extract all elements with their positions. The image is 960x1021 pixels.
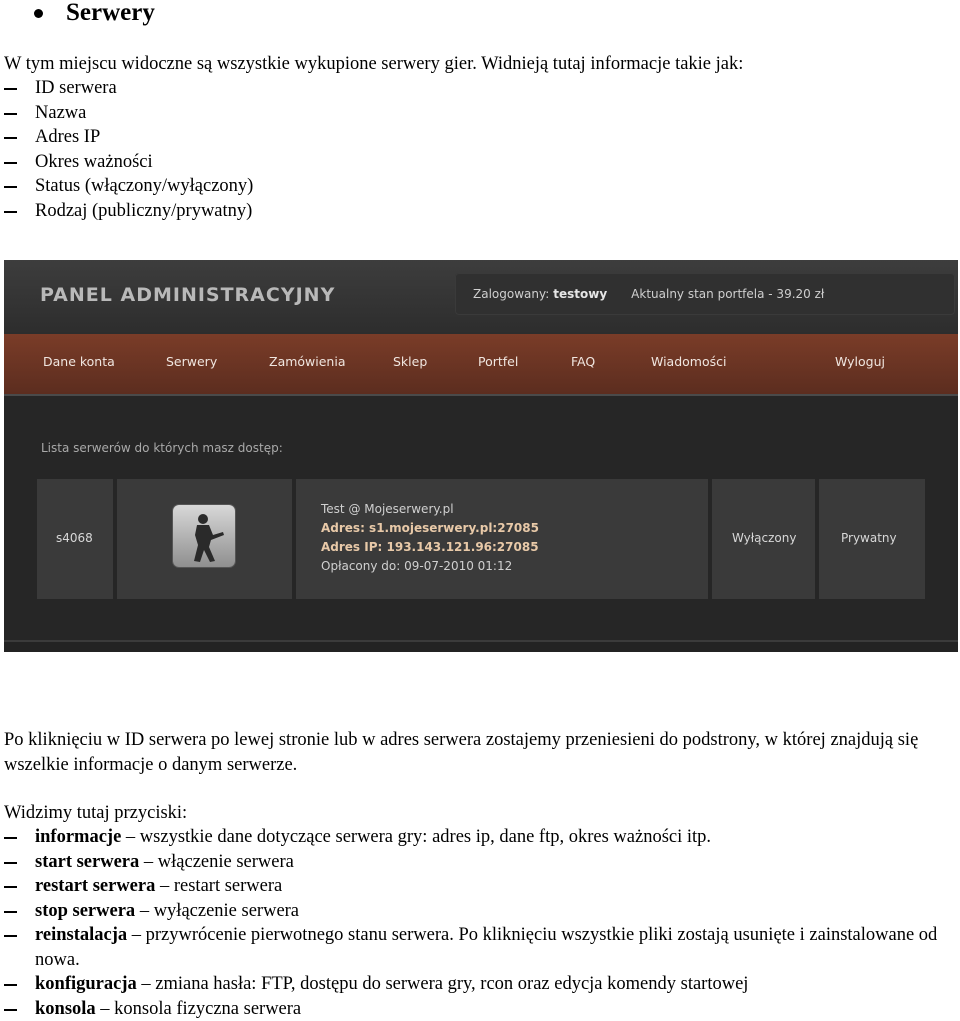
button-desc: – restart serwera <box>155 876 282 896</box>
list-item: Adres IP <box>4 125 253 150</box>
nav-item-faq[interactable]: FAQ <box>571 354 595 369</box>
list-item: Rodzaj (publiczny/prywatny) <box>4 199 253 224</box>
wallet-balance: Aktualny stan portfela - 39.20 zł <box>631 287 824 301</box>
server-paid-until: Opłacony do: 09-07-2010 01:12 <box>321 559 512 573</box>
list-item <box>4 825 955 850</box>
button-name: reinstalacja <box>35 925 127 945</box>
intro-paragraph: W tym miejscu widoczne są wszystkie wykupione serwery gier. Widnieją tutaj informacje takie jak: <box>4 52 743 77</box>
nav-item-wyloguj[interactable]: Wyloguj <box>835 354 885 369</box>
section-heading <box>34 0 155 30</box>
list-item <box>4 923 955 972</box>
panel-header <box>4 260 958 334</box>
buttons-list <box>4 825 955 1021</box>
bullet-icon <box>34 9 43 18</box>
nav-item-dane-konta[interactable]: Dane konta <box>43 354 115 369</box>
button-desc: – wyłączenie serwera <box>135 901 299 921</box>
server-status: Wyłączony <box>732 531 796 545</box>
server-type: Prywatny <box>841 531 897 545</box>
server-address-link[interactable]: Adres: s1.mojeserwery.pl:27085 <box>321 521 539 535</box>
buttons-intro: Widzimy tutaj przyciski: <box>4 801 187 826</box>
nav-item-wiadomosci[interactable]: Wiadomości <box>651 354 726 369</box>
server-type-cell <box>819 479 925 599</box>
server-list-label: Lista serwerów do których masz dostęp: <box>41 441 283 455</box>
list-item <box>4 997 955 1021</box>
counter-strike-icon <box>173 505 235 567</box>
list-item: ID serwera <box>4 76 253 101</box>
info-list <box>4 76 253 223</box>
server-status-cell <box>712 479 815 599</box>
after-panel-paragraph: Po kliknięciu w ID serwera po lewej stronie lub w adres serwera zostajemy przeniesieni do podstrony, w której znajdują się wszelkie informacje o danym serwerze. <box>4 728 954 777</box>
panel-nav <box>4 334 958 396</box>
list-item: Okres ważności <box>4 150 253 175</box>
list-item <box>4 874 955 899</box>
list-item: Status (włączony/wyłączony) <box>4 174 253 199</box>
button-name: konfiguracja <box>35 974 137 994</box>
login-label: Zalogowany: <box>473 287 549 301</box>
admin-panel-screenshot <box>4 260 958 652</box>
login-status-box <box>455 273 955 315</box>
nav-item-sklep[interactable]: Sklep <box>393 354 427 369</box>
nav-item-portfel[interactable]: Portfel <box>478 354 518 369</box>
nav-item-zamowienia[interactable]: Zamówienia <box>269 354 346 369</box>
list-item <box>4 899 955 924</box>
list-item: Nazwa <box>4 101 253 126</box>
login-user: testowy <box>553 287 607 301</box>
button-name: start serwera <box>35 852 139 872</box>
server-id-link[interactable]: s4068 <box>56 531 93 545</box>
button-name: konsola <box>35 999 96 1019</box>
list-item <box>4 972 955 997</box>
panel-footer-line <box>4 640 958 642</box>
server-info-cell <box>296 479 708 599</box>
button-desc: – zmiana hasła: FTP, dostępu do serwera gry, rcon oraz edycja komendy startowej <box>137 974 749 994</box>
server-name: Test @ Mojeserwery.pl <box>321 502 454 516</box>
server-id-cell[interactable] <box>37 479 113 599</box>
panel-title: PANEL ADMINISTRACYJNY <box>40 284 335 306</box>
button-desc: – przywrócenie pierwotnego stanu serwera. Po kliknięciu wszystkie pliki zostają usunięte i zainstalowane od nowa. <box>35 925 937 970</box>
panel-body <box>4 396 958 640</box>
button-desc: – wszystkie dane dotyczące serwera gry: adres ip, dane ftp, okres ważności itp. <box>121 827 711 847</box>
button-desc: – włączenie serwera <box>139 852 294 872</box>
button-name: stop serwera <box>35 901 135 921</box>
server-game-cell <box>117 479 292 599</box>
list-item <box>4 850 955 875</box>
server-ip: Adres IP: 193.143.121.96:27085 <box>321 540 539 554</box>
nav-item-serwery[interactable]: Serwery <box>166 354 217 369</box>
button-name: informacje <box>35 827 121 847</box>
button-desc: – konsola fizyczna serwera <box>96 999 301 1019</box>
button-name: restart serwera <box>35 876 155 896</box>
section-title: Serwery <box>66 0 155 27</box>
